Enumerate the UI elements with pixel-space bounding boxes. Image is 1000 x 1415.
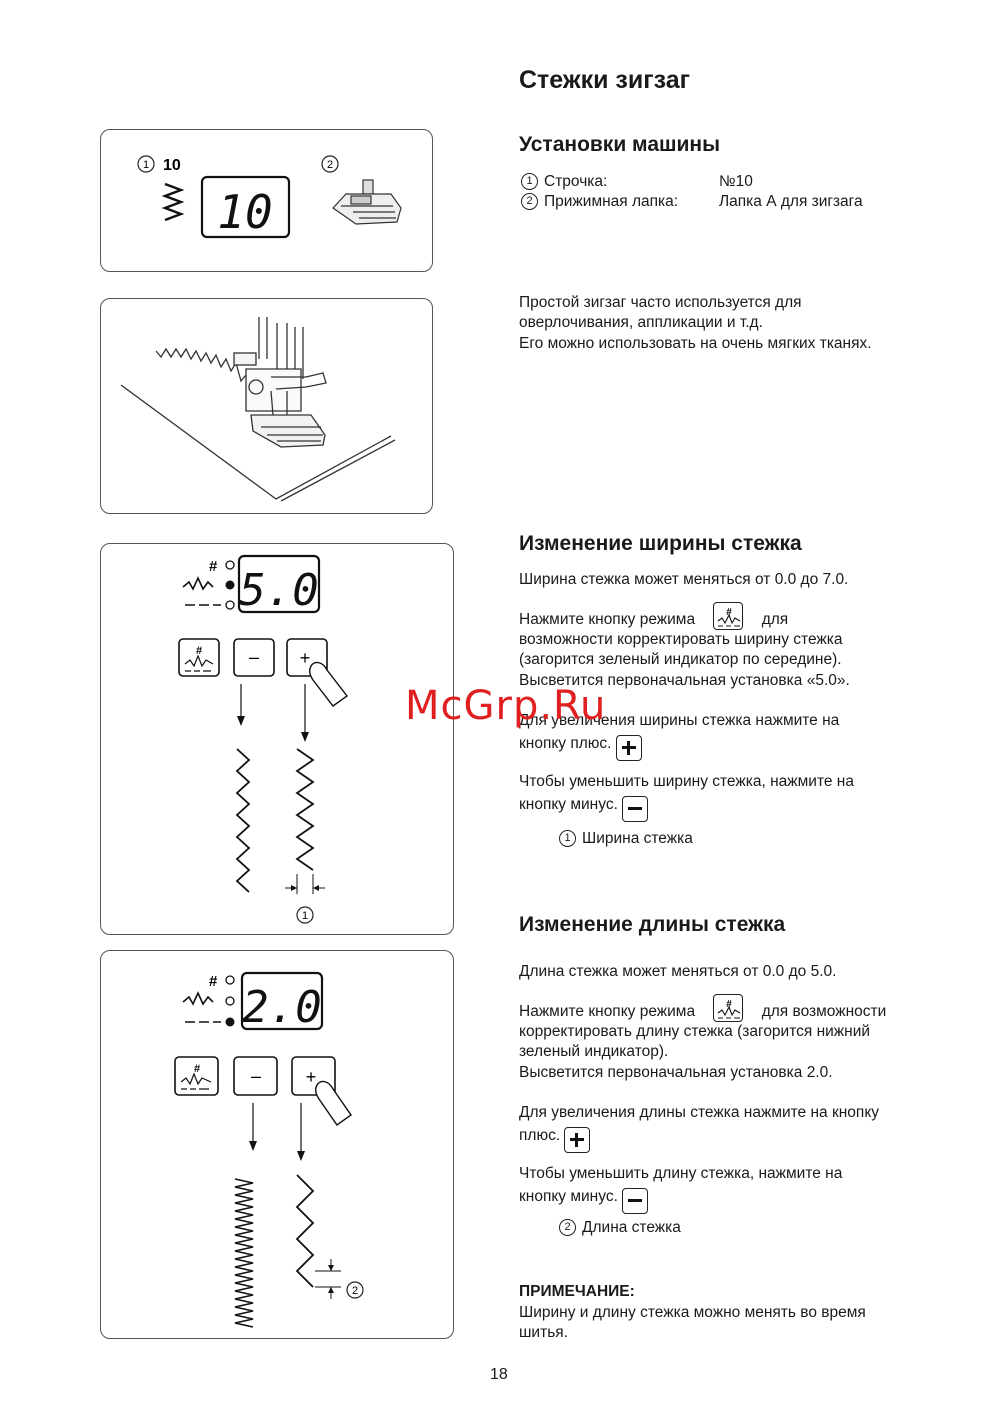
width-press-text: Нажмите кнопку режима # для возможности корректировать ширину стежка (загорится зеленый индикатор по середине). Высветится первоначальная установка «5.0». [519, 606, 959, 691]
mode-icon [713, 994, 743, 1022]
num-circle: 1 [559, 830, 576, 847]
width-legend: 1 Ширина стежка [559, 830, 693, 848]
page-title: Стежки зигзаг [519, 66, 691, 94]
length-figure [100, 950, 454, 1339]
sewing-figure [100, 298, 433, 514]
length-plus-text: Для увеличения длины стежка нажмите на кнопку плюс. [519, 1103, 879, 1149]
svg-text:#: # [193, 1063, 201, 1075]
settings-heading: Установки машины [519, 133, 721, 156]
minus-key-icon [622, 796, 648, 822]
svg-text:+: + [305, 1067, 317, 1087]
note-text: Ширину и длину стежка можно менять во время шитья. [519, 1304, 866, 1342]
marker-1: 1 [142, 159, 150, 171]
width-minus-text: Чтобы уменьшить ширину стежка, нажмите на кнопку минус. [519, 772, 854, 818]
length-legend: 2 Длина стежка [559, 1219, 681, 1237]
num-circle: 2 [521, 193, 538, 210]
short-zigzag [235, 1179, 253, 1327]
presser-foot-icon [333, 180, 401, 224]
settings-value-2: Лапка А для зигзага [719, 193, 863, 210]
num-circle: 2 [559, 1219, 576, 1236]
note-heading: ПРИМЕЧАНИЕ: [519, 1283, 635, 1300]
length-marker: 2 [351, 1285, 359, 1297]
plus-key-icon [616, 735, 642, 761]
length-lcd-value: 2.0 [242, 982, 322, 1033]
svg-text:–: – [248, 647, 260, 667]
long-zigzag [297, 1175, 313, 1287]
hash-label: # [209, 558, 218, 575]
svg-text:–: – [250, 1066, 262, 1086]
svg-text:+: + [299, 648, 311, 668]
width-marker: 1 [301, 910, 309, 922]
settings-row-1: 1 Строчка: [521, 173, 607, 191]
lcd-value: 10 [217, 185, 273, 239]
width-heading: Изменение ширины стежка [519, 532, 802, 555]
width-plus-text: Для увеличения ширины стежка нажмите на кнопку плюс. [519, 711, 839, 757]
length-heading: Изменение длины стежка [519, 913, 786, 936]
svg-text:#: # [726, 607, 733, 618]
plus-key-icon [564, 1127, 590, 1153]
length-press-text: Нажмите кнопку режима # для возможности корректировать длину стежка (загорится нижний зеленый индикатор). Высветится первоначальная установка 2.0. [519, 998, 959, 1083]
hash-label: # [209, 973, 218, 990]
svg-text:#: # [195, 645, 203, 657]
settings-value-1: №10 [719, 173, 753, 190]
svg-text:#: # [726, 999, 733, 1010]
width-lcd-value: 5.0 [239, 565, 319, 616]
watermark: McGrp.Ru [405, 683, 607, 729]
narrow-zigzag [237, 749, 249, 892]
stitch-number: 10 [163, 157, 181, 174]
page-number: 18 [490, 1366, 508, 1383]
length-range-text: Длина стежка может меняться от 0.0 до 5.0. [519, 963, 837, 980]
num-circle: 1 [521, 173, 538, 190]
mode-icon [713, 602, 743, 630]
width-figure [100, 543, 454, 935]
settings-row-2: 2 Прижимная лапка: [521, 193, 678, 211]
width-range-text: Ширина стежка может меняться от 0.0 до 7.0. [519, 571, 849, 588]
marker-2: 2 [326, 159, 334, 171]
wide-zigzag [297, 749, 313, 870]
length-minus-text: Чтобы уменьшить длину стежка, нажмите на кнопку минус. [519, 1164, 842, 1210]
minus-key-icon [622, 1188, 648, 1214]
zigzag-stitch-icon [165, 184, 181, 220]
settings-figure [100, 129, 433, 272]
finger-icon [310, 663, 347, 706]
intro-text: Простой зигзаг часто используется для оверлочивания, аппликации и т.д. Его можно использовать на очень мягких тканях. [519, 294, 872, 352]
